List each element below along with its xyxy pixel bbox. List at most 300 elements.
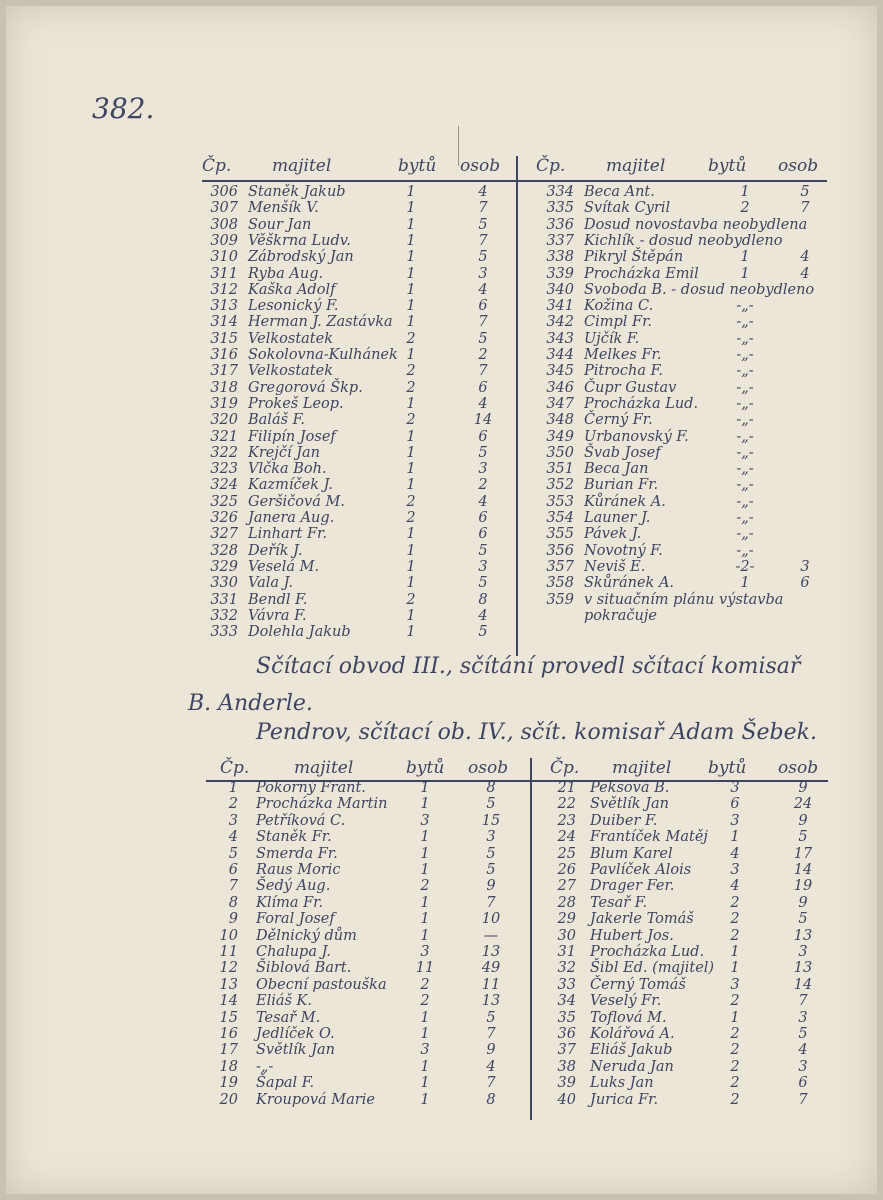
row-owner-name: Černý Tomáš — [590, 976, 686, 993]
t1-right-header-flats: bytů — [708, 156, 747, 176]
note-line-2: B. Anderle. — [188, 691, 313, 716]
row-persons-count: 7 — [486, 1026, 496, 1042]
row-cp-number: 320 — [210, 412, 238, 429]
row-owner-name: Beca Ant. — [584, 184, 655, 200]
row-owner-name: Šedý Aug. — [256, 878, 331, 895]
t1-right-header-persons: osob — [778, 156, 819, 176]
row-persons-count: 7 — [800, 200, 810, 217]
row-owner-name: Foral Josef — [256, 911, 335, 928]
row-flats-count: 1 — [406, 298, 416, 315]
row-cp-number: 14 — [219, 993, 238, 1010]
row-persons-count: 5 — [478, 444, 488, 461]
row-owner-name: Urbanovský F. — [584, 428, 689, 445]
row-flats-count: -2- — [735, 558, 755, 575]
row-owner-name: Veselá M. — [248, 558, 320, 575]
row-flats-count: 1 — [406, 558, 416, 575]
row-owner-name: Launer J. — [584, 510, 651, 526]
row-owner-name: Deřík J. — [248, 542, 303, 559]
row-persons-count: 6 — [798, 1075, 808, 1092]
row-persons-count: 5 — [478, 542, 488, 559]
row-cp-number: 7 — [228, 878, 238, 895]
row-cp-number: 325 — [210, 493, 238, 510]
row-owner-name: Beca Jan — [584, 461, 649, 478]
row-cp-number: 352 — [546, 477, 574, 494]
row-persons-count: 49 — [481, 960, 501, 977]
row-owner-name: Jakerle Tomáš — [590, 911, 694, 928]
row-persons-count: 13 — [481, 944, 501, 960]
row-cp-number: 32 — [557, 960, 576, 977]
row-persons-count: 11 — [481, 976, 501, 993]
row-owner-name: Peksová B. — [590, 780, 670, 796]
row-flats-count: 1 — [740, 184, 750, 200]
row-owner-name: Staněk Fr. — [256, 829, 332, 846]
row-flats-count: -„- — [736, 444, 754, 461]
row-persons-count: 6 — [478, 298, 488, 315]
row-flats-count: 1 — [406, 232, 416, 249]
row-flats-count: 1 — [420, 862, 430, 878]
row-owner-name: Herman J. Zastávka — [248, 314, 393, 331]
row-cp-number: 354 — [546, 510, 574, 526]
row-cp-number: 341 — [546, 298, 574, 315]
row-flats-count: 2 — [730, 1075, 740, 1092]
row-cp-number: 10 — [219, 927, 238, 944]
row-persons-count: 5 — [486, 845, 496, 862]
row-persons-count: 14 — [793, 862, 813, 878]
row-cp-number: 337 — [546, 232, 574, 249]
row-persons-count: 5 — [798, 1026, 808, 1042]
row-owner-name: Pavlíček Alois — [590, 862, 692, 878]
row-flats-count: 1 — [406, 624, 416, 641]
row-persons-count: 3 — [798, 1058, 808, 1075]
row-owner-name: Geršičová M. — [248, 493, 345, 510]
row-persons-count: 14 — [793, 976, 813, 993]
row-owner-name: Šapal F. — [256, 1075, 315, 1092]
row-flats-count: 1 — [420, 1026, 430, 1042]
row-flats-count: -„- — [736, 510, 754, 526]
row-flats-count: -„- — [736, 493, 754, 510]
row-cp-number: 306 — [210, 184, 238, 200]
row-flats-count: 1 — [406, 200, 416, 217]
row-owner-name: Eliáš K. — [256, 993, 312, 1010]
row-cp-number: 309 — [210, 232, 238, 249]
table-row — [6, 608, 877, 628]
row-persons-count: 4 — [478, 607, 488, 624]
row-owner-name: Kaška Adolf — [248, 281, 336, 298]
row-cp-number: 340 — [546, 281, 574, 298]
row-owner-name: Švab Josef — [584, 444, 661, 461]
row-flats-count: 1 — [420, 1058, 430, 1075]
row-owner-name: Svítak Cyril — [584, 200, 671, 217]
row-persons-count: 3 — [800, 558, 810, 575]
fold-mark — [458, 126, 459, 166]
row-cp-number: 18 — [219, 1058, 238, 1075]
row-flats-count: 1 — [420, 894, 430, 911]
row-flats-count: 4 — [730, 878, 740, 895]
row-cp-number: 12 — [219, 960, 238, 977]
row-persons-count: 4 — [486, 1058, 496, 1075]
row-owner-name: Dosud novostavba neobydlena — [584, 216, 808, 233]
row-cp-number: 6 — [228, 862, 238, 878]
row-owner-name: Baláš F. — [248, 412, 306, 429]
row-persons-count: 5 — [798, 911, 808, 928]
row-cp-number: 20 — [219, 1091, 238, 1108]
row-persons-count: 7 — [486, 894, 496, 911]
row-cp-number: 37 — [557, 1042, 576, 1059]
row-owner-name: Linhart Fr. — [248, 526, 327, 543]
row-persons-count: 7 — [798, 1091, 808, 1108]
row-cp-number: 357 — [546, 558, 574, 575]
row-flats-count: 1 — [406, 542, 416, 559]
row-persons-count: 5 — [478, 330, 488, 347]
row-flats-count: 1 — [406, 265, 416, 282]
row-cp-number: 342 — [546, 314, 574, 331]
row-flats-count: 3 — [420, 812, 430, 829]
row-persons-count: 7 — [478, 363, 488, 380]
row-flats-count: 1 — [406, 477, 416, 494]
row-cp-number: 311 — [210, 265, 238, 282]
row-persons-count: 7 — [798, 993, 808, 1010]
row-persons-count: 13 — [793, 960, 813, 977]
row-cp-number: 323 — [210, 461, 238, 478]
row-flats-count: 2 — [406, 330, 416, 347]
row-cp-number: 351 — [546, 461, 574, 478]
row-flats-count: 1 — [406, 428, 416, 445]
row-persons-count: 10 — [481, 911, 501, 928]
row-flats-count: 2 — [406, 379, 416, 396]
row-cp-number: 17 — [219, 1042, 238, 1059]
row-cp-number: 39 — [557, 1075, 576, 1092]
row-cp-number: 355 — [546, 526, 574, 543]
row-owner-name: Staněk Jakub — [248, 184, 346, 200]
row-persons-count: 4 — [798, 1042, 808, 1059]
row-owner-name: Kazmíček J. — [248, 477, 333, 494]
row-owner-name: Janera Aug. — [248, 510, 335, 526]
row-flats-count: 2 — [740, 200, 750, 217]
row-owner-name: Sokolovna-Kulhánek — [248, 347, 398, 363]
row-cp-number: 353 — [546, 493, 574, 510]
row-owner-name: Dělnický dům — [256, 927, 357, 944]
row-flats-count: 1 — [406, 216, 416, 233]
row-persons-count: 9 — [798, 894, 808, 911]
row-owner-name: Filipín Josef — [248, 428, 336, 445]
row-flats-count: 3 — [420, 1042, 430, 1059]
row-persons-count: 4 — [800, 265, 810, 282]
row-cp-number: 30 — [557, 927, 576, 944]
row-owner-name: Raus Moric — [256, 862, 341, 878]
row-persons-count: 9 — [486, 878, 496, 895]
row-cp-number: 5 — [228, 845, 238, 862]
row-owner-name: Velkostatek — [248, 330, 333, 347]
row-cp-number: 317 — [210, 363, 238, 380]
row-owner-name: Šibl Ed. (majitel) — [590, 960, 715, 977]
row-flats-count: -„- — [736, 428, 754, 445]
row-owner-name: Chalupa J. — [256, 944, 331, 960]
row-flats-count: 1 — [420, 1091, 430, 1108]
row-flats-count: 3 — [730, 780, 740, 796]
row-owner-name: Kožina C. — [584, 298, 654, 315]
row-owner-name: Neviš E. — [584, 558, 646, 575]
row-cp-number: 344 — [546, 347, 574, 363]
row-persons-count: 13 — [793, 927, 813, 944]
row-flats-count: -„- — [736, 379, 754, 396]
row-cp-number: 315 — [210, 330, 238, 347]
row-flats-count: 1 — [730, 829, 740, 846]
row-owner-name: Pitrocha F. — [584, 363, 664, 380]
t2-right-header-flats: bytů — [708, 758, 747, 778]
row-owner-name: Kolářová A. — [590, 1026, 675, 1042]
row-flats-count: 2 — [420, 878, 430, 895]
row-persons-count: 6 — [478, 510, 488, 526]
row-persons-count: 13 — [481, 993, 501, 1010]
row-flats-count: 1 — [740, 249, 750, 266]
row-cp-number: 40 — [557, 1091, 576, 1108]
t2-left-header-cp: Čp. — [220, 758, 250, 778]
row-flats-count: 1 — [730, 944, 740, 960]
row-owner-name: Frantíček Matěj — [590, 829, 708, 846]
row-flats-count: 1 — [420, 911, 430, 928]
t1-left-header-owner: majitel — [272, 156, 332, 176]
row-flats-count: 2 — [730, 1026, 740, 1042]
row-owner-name: Obecní pastouška — [256, 976, 387, 993]
row-cp-number: 334 — [546, 184, 574, 200]
row-flats-count: 2 — [406, 412, 416, 429]
row-flats-count: 2 — [406, 363, 416, 380]
row-flats-count: -„- — [736, 314, 754, 331]
row-persons-count: 5 — [798, 829, 808, 846]
row-cp-number: 27 — [557, 878, 576, 895]
row-cp-number: 13 — [219, 976, 238, 993]
row-owner-name: Vlčka Boh. — [248, 461, 327, 478]
row-cp-number: 333 — [210, 624, 238, 641]
row-cp-number: 350 — [546, 444, 574, 461]
row-flats-count: 2 — [420, 993, 430, 1010]
row-persons-count: 8 — [486, 1091, 496, 1108]
row-owner-name: Klíma Fr. — [256, 894, 324, 911]
row-cp-number: 332 — [210, 607, 238, 624]
row-cp-number: 356 — [546, 542, 574, 559]
row-cp-number: 348 — [546, 412, 574, 429]
row-persons-count: 6 — [478, 526, 488, 543]
row-owner-name: Drager Fer. — [590, 878, 675, 895]
row-owner-name: v situačním plánu výstavba — [584, 591, 784, 608]
row-cp-number: 16 — [219, 1026, 238, 1042]
row-cp-number: 23 — [557, 812, 576, 829]
row-cp-number: 335 — [546, 200, 574, 217]
row-persons-count: 3 — [798, 1009, 808, 1026]
t1-right-header-cp: Čp. — [536, 156, 566, 176]
row-owner-name: Eliáš Jakub — [590, 1042, 673, 1059]
row-owner-name: Procházka Martin — [256, 796, 388, 813]
row-flats-count: 2 — [730, 1058, 740, 1075]
row-flats-count: -„- — [736, 542, 754, 559]
row-persons-count: 14 — [473, 412, 493, 429]
row-cp-number: 307 — [210, 200, 238, 217]
row-flats-count: 1 — [406, 314, 416, 331]
row-owner-name: Procházka Emil — [584, 265, 699, 282]
row-flats-count: 2 — [730, 1042, 740, 1059]
row-owner-name: Burian Fr. — [584, 477, 659, 494]
row-flats-count: 1 — [740, 265, 750, 282]
row-cp-number: 313 — [210, 298, 238, 315]
row-owner-name: Zábrodský Jan — [248, 249, 354, 266]
note-line-1: Sčítací obvod III., sčítání provedl sčítací komisař — [256, 654, 801, 679]
row-owner-name: Velkostatek — [248, 363, 333, 380]
row-cp-number: 34 — [557, 993, 576, 1010]
row-persons-count: 19 — [793, 878, 813, 895]
row-owner-name: Procházka Lud. — [584, 395, 699, 412]
row-cp-number: 1 — [228, 780, 238, 796]
row-cp-number: 326 — [210, 510, 238, 526]
row-owner-name: -„- — [256, 1058, 274, 1075]
row-owner-name: Skůránek A. — [584, 575, 675, 592]
row-owner-name: Veselý Fr. — [590, 993, 662, 1010]
row-flats-count: 1 — [406, 575, 416, 592]
t2-right-header-owner: majitel — [612, 758, 672, 778]
row-cp-number: 308 — [210, 216, 238, 233]
row-owner-name: Kroupová Marie — [256, 1091, 375, 1108]
row-flats-count: 2 — [406, 510, 416, 526]
table-row — [6, 1092, 877, 1112]
row-persons-count: 8 — [478, 591, 488, 608]
row-flats-count: 1 — [406, 281, 416, 298]
row-flats-count: -„- — [736, 347, 754, 363]
row-cp-number: 345 — [546, 363, 574, 380]
row-owner-name: Blum Karel — [590, 845, 673, 862]
row-cp-number: 4 — [228, 829, 238, 846]
row-owner-name: Neruda Jan — [590, 1058, 674, 1075]
row-owner-name: Dolehla Jakub — [248, 624, 351, 641]
row-owner-name: Melkes Fr. — [584, 347, 662, 363]
row-owner-name: Kichlík - dosud neobydleno — [584, 232, 783, 249]
row-owner-name: Pávek J. — [584, 526, 642, 543]
row-owner-name: Prokeš Leop. — [248, 395, 344, 412]
row-persons-count: 6 — [478, 379, 488, 396]
row-cp-number: 36 — [557, 1026, 576, 1042]
row-owner-name: Duiber F. — [590, 812, 658, 829]
row-cp-number: 329 — [210, 558, 238, 575]
row-cp-number: 358 — [546, 575, 574, 592]
row-flats-count: 2 — [730, 894, 740, 911]
row-flats-count: 1 — [730, 960, 740, 977]
row-cp-number: 347 — [546, 395, 574, 412]
row-flats-count: 1 — [406, 526, 416, 543]
row-owner-name: Bendl F. — [248, 591, 308, 608]
row-owner-name: Světlík Jan — [590, 796, 669, 813]
row-cp-number: 343 — [546, 330, 574, 347]
row-persons-count: 7 — [478, 232, 488, 249]
row-persons-count: 8 — [486, 780, 496, 796]
row-owner-name: Svoboda B. - dosud neobydleno — [584, 281, 815, 298]
row-persons-count: 4 — [478, 184, 488, 200]
row-cp-number: 330 — [210, 575, 238, 592]
row-flats-count: 1 — [406, 347, 416, 363]
page-number: 382. — [92, 92, 155, 125]
row-cp-number: 328 — [210, 542, 238, 559]
row-cp-number: 22 — [557, 796, 576, 813]
row-persons-count: 9 — [486, 1042, 496, 1059]
row-cp-number: 312 — [210, 281, 238, 298]
row-cp-number: 24 — [557, 829, 576, 846]
row-persons-count: 9 — [798, 812, 808, 829]
row-owner-name: Novotný F. — [584, 542, 663, 559]
row-flats-count: 1 — [420, 796, 430, 813]
section-heading: Pendrov, sčítací ob. IV., sčít. komisař Adam Šebek. — [256, 720, 817, 745]
row-flats-count: -„- — [736, 461, 754, 478]
row-owner-name: Sour Jan — [248, 216, 312, 233]
row-cp-number: 336 — [546, 216, 574, 233]
row-flats-count: 2 — [406, 591, 416, 608]
row-flats-count: 3 — [730, 862, 740, 878]
row-persons-count: 3 — [478, 461, 488, 478]
row-persons-count: 5 — [486, 862, 496, 878]
row-flats-count: 2 — [730, 927, 740, 944]
row-owner-name: Pikryl Štěpán — [584, 249, 684, 266]
row-persons-count: 17 — [793, 845, 813, 862]
row-owner-name: Černý Fr. — [584, 412, 653, 429]
row-cp-number: 28 — [557, 894, 576, 911]
row-persons-count: 3 — [478, 558, 488, 575]
row-flats-count: 1 — [406, 444, 416, 461]
row-flats-count: -„- — [736, 395, 754, 412]
row-persons-count: 4 — [478, 493, 488, 510]
row-cp-number: 19 — [219, 1075, 238, 1092]
row-owner-name: Toflová M. — [590, 1009, 667, 1026]
row-owner-name: Ryba Aug. — [248, 265, 324, 282]
row-owner-name: Menšík V. — [248, 200, 319, 217]
row-owner-name: Smerda Fr. — [256, 845, 338, 862]
row-flats-count: 1 — [420, 927, 430, 944]
row-flats-count: 3 — [730, 976, 740, 993]
row-persons-count: 5 — [478, 249, 488, 266]
ledger-page — [6, 6, 877, 1194]
row-owner-name: Hubert Jos. — [590, 927, 674, 944]
row-cp-number: 310 — [210, 249, 238, 266]
row-owner-name: Petříková C. — [256, 812, 346, 829]
row-flats-count: 1 — [406, 607, 416, 624]
row-cp-number: 359 — [546, 591, 574, 608]
t1-header-underline — [202, 180, 827, 182]
row-persons-count: 5 — [478, 624, 488, 641]
row-cp-number: 327 — [210, 526, 238, 543]
row-persons-count: 5 — [486, 1009, 496, 1026]
row-cp-number: 15 — [219, 1009, 238, 1026]
row-flats-count: 1 — [420, 829, 430, 846]
t1-right-header-owner: majitel — [606, 156, 666, 176]
row-flats-count: 1 — [420, 845, 430, 862]
t1-left-header-cp: Čp. — [202, 156, 232, 176]
row-flats-count: -„- — [736, 526, 754, 543]
row-persons-count: 2 — [478, 347, 488, 363]
row-cp-number: 322 — [210, 444, 238, 461]
row-flats-count: -„- — [736, 412, 754, 429]
row-cp-number: 29 — [557, 911, 576, 928]
row-cp-number: 319 — [210, 395, 238, 412]
row-flats-count: 1 — [406, 395, 416, 412]
row-owner-name: Čupr Gustav — [584, 379, 677, 396]
row-persons-count: 4 — [478, 395, 488, 412]
row-flats-count: 11 — [415, 960, 435, 977]
row-flats-count: -„- — [736, 330, 754, 347]
row-cp-number: 346 — [546, 379, 574, 396]
row-cp-number: 314 — [210, 314, 238, 331]
row-flats-count: -„- — [736, 477, 754, 494]
row-flats-count: 3 — [420, 944, 430, 960]
row-owner-name: pokračuje — [584, 607, 657, 624]
row-flats-count: 2 — [730, 993, 740, 1010]
t1-left-header-flats: bytů — [398, 156, 437, 176]
t2-right-header-cp: Čp. — [550, 758, 580, 778]
row-owner-name: Vávra F. — [248, 607, 307, 624]
